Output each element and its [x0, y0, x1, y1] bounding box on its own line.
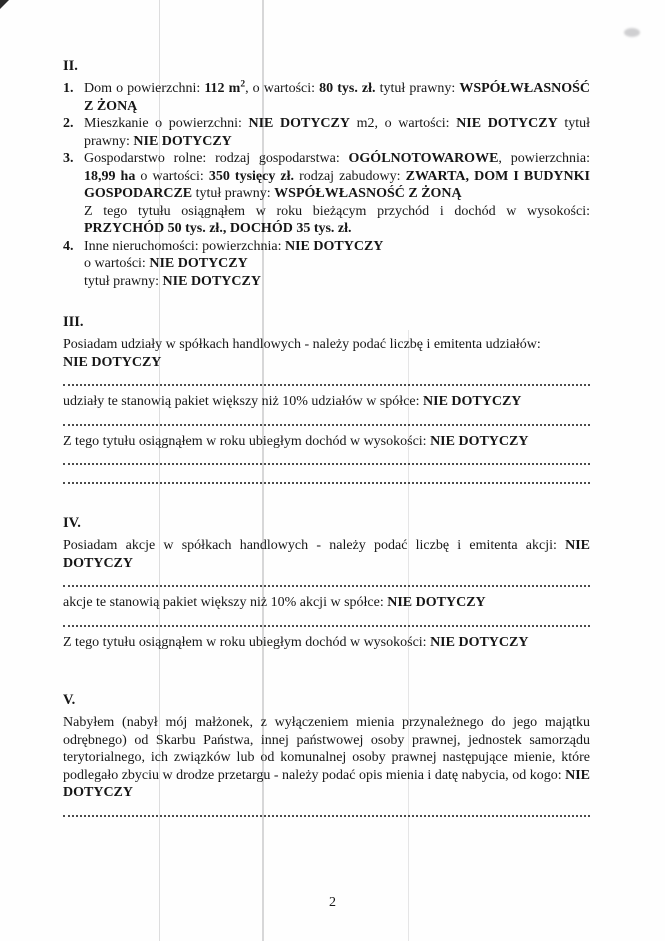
scan-smudge	[624, 28, 640, 37]
dotted-fill-line	[63, 572, 590, 587]
item-text: tytuł prawny: NIE DOTYCZY	[84, 273, 261, 289]
item-number: 3.	[63, 151, 74, 166]
dotted-fill-line	[63, 612, 590, 627]
section-iii	[63, 313, 590, 484]
paragraph: udziały te stanowią pakiet większy niż 10% udziałów w spółce: NIE DOTYCZY	[63, 394, 522, 409]
item-text: o wartości: NIE DOTYCZY	[84, 256, 248, 271]
section-v	[63, 691, 590, 817]
paragraph: Z tego tytułu osiągnąłem w roku ubiegłym dochód w wysokości: NIE DOTYCZY	[63, 634, 529, 650]
section-iv	[63, 514, 590, 651]
page-number: 2	[329, 895, 336, 910]
item-number: 2.	[63, 116, 74, 131]
list-item	[63, 238, 590, 291]
dotted-fill-line	[63, 450, 590, 465]
paragraph: akcje te stanowią pakiet większy niż 10% akcji w spółce: NIE DOTYCZY	[63, 595, 486, 610]
list-item	[63, 80, 590, 115]
section-ii	[63, 57, 590, 290]
item-text: Gospodarstwo rolne: rodzaj gospodarstwa: OGÓLNOTOWAROWE, powierzchnia: 18,99 ha o wartości: 350 tysięcy zł. rodzaj zabudowy: ZWARTA, DOM I BUDYNKI GOSPODARCZE tytuł prawny: WSPÓŁWŁASNOŚĆ Z ŻONĄ	[84, 151, 590, 201]
item-text: Z tego tytułu osiągnąłem w roku bieżącym przychód i dochód w wysokości: PRZYCHÓD 50 tys. zł., DOCHÓD 35 tys. zł.	[84, 203, 590, 236]
dotted-fill-line	[63, 469, 590, 484]
dotted-fill-line	[63, 411, 590, 426]
dotted-fill-line	[63, 802, 590, 817]
paragraph: NIE DOTYCZY	[63, 354, 162, 370]
section-heading-v: V.	[63, 692, 76, 708]
scan-corner-mark	[0, 0, 9, 9]
item-text: Mieszkanie o powierzchni: NIE DOTYCZY m2, o wartości: NIE DOTYCZY tytuł prawny: NIE DOTYCZY	[84, 116, 591, 149]
paragraph: Z tego tytułu osiągnąłem w roku ubiegłym dochód w wysokości: NIE DOTYCZY	[63, 433, 529, 449]
item-number: 1.	[63, 81, 74, 96]
section-heading-ii: II.	[63, 58, 78, 74]
item-text: Inne nieruchomości: powierzchnia: NIE DOTYCZY	[84, 238, 384, 254]
paragraph: Posiadam akcje w spółkach handlowych - należy podać liczbę i emitenta akcji: NIE DOTYCZY	[63, 538, 590, 571]
list-item	[63, 150, 590, 238]
section-heading-iv: IV.	[63, 515, 81, 531]
paragraph: Nabyłem (nabył mój małżonek, z wyłączeniem mienia przynależnego do jego majątku odrębnego) od Skarbu Państwa, innej państwowej osoby prawnej, jednostek samorządu terytorialnego, ich związków lub od komunalnej osoby prawnej następujące mienie, które podlegało zbyciu w drodze przetargu - należy podać opis mienia i datę nabycia, od kogo: NIE DOTYCZY	[63, 715, 590, 800]
dotted-fill-line	[63, 371, 590, 386]
list-item	[63, 115, 590, 150]
section-heading-iii: III.	[63, 314, 84, 330]
item-number: 4.	[63, 238, 74, 254]
paragraph: Posiadam udziały w spółkach handlowych - należy podać liczbę i emitenta udziałów:	[63, 337, 541, 352]
item-text: Dom o powierzchni: 112 $m^2$, o wartości: 80 tys. zł. tytuł prawny: WSPÓŁWŁASNOŚĆ Z ŻONĄ	[84, 79, 591, 114]
document-content	[63, 57, 590, 824]
